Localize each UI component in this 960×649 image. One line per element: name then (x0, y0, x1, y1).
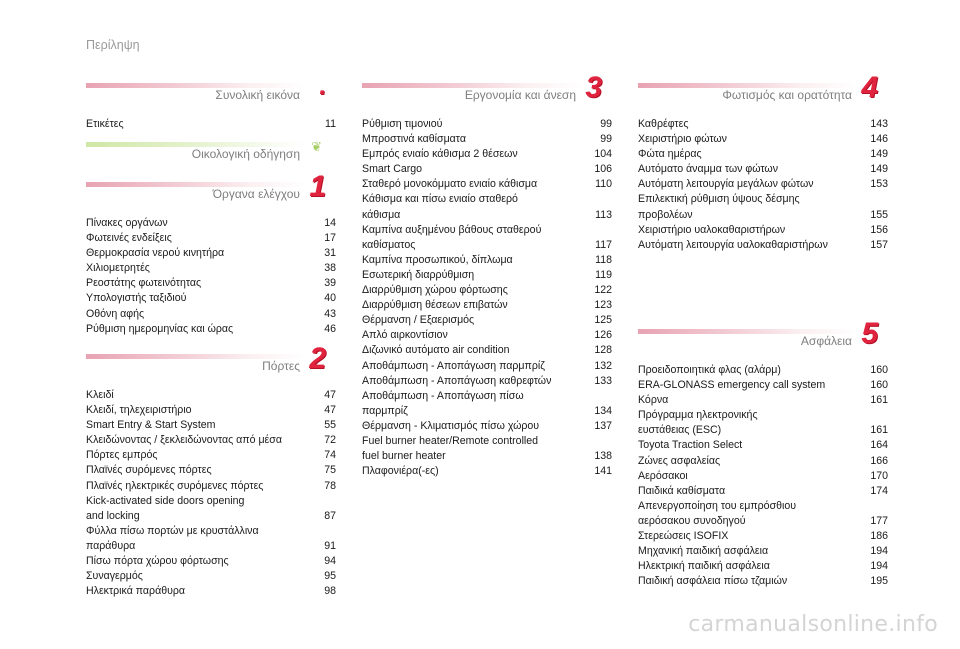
toc-entry-page: 117 (595, 238, 612, 251)
toc-entry-label: Επιλεκτική ρύθμιση ύψους δέσμης προβολέων (638, 193, 800, 221)
toc-entry[interactable] (362, 147, 612, 162)
toc-entry-page: 143 (870, 118, 888, 130)
section-number: 3 (585, 71, 602, 104)
toc-entry-page: 126 (594, 329, 612, 342)
section-title: Όργανα ελέγχου (212, 187, 300, 201)
toc-entry[interactable] (86, 554, 336, 569)
toc-entry[interactable] (86, 307, 336, 322)
section-doors (86, 342, 336, 599)
toc-entry[interactable] (362, 223, 612, 253)
toc-entry-label: Χειριστήριο φώτων (638, 133, 727, 146)
watermark: carmanualsonline.info (688, 612, 938, 637)
toc-entry-page: 122 (594, 284, 612, 297)
toc-entry-page: 11 (325, 118, 336, 130)
toc-entry[interactable] (86, 246, 336, 261)
toc-entry-label: Υπολογιστής ταξιδιού (86, 292, 187, 305)
toc-entry-label: Στερεώσεις ISOFIX (638, 530, 729, 543)
toc-entry-page: 40 (324, 292, 336, 305)
toc-entry-label: Χειριστήριο υαλοκαθαριστήρων (638, 223, 786, 236)
toc-entry-page: 98 (324, 585, 336, 598)
toc-entry[interactable] (362, 268, 612, 283)
toc-entry[interactable] (638, 363, 888, 378)
section-title: Εργονομία και άνεση (464, 88, 576, 102)
toc-entry-page: 186 (870, 530, 888, 543)
toc-entry-label: Θέρμανση - Κλιματισμός πίσω χώρου (362, 419, 540, 432)
leaf-icon: ❦ (311, 139, 322, 154)
toc-entry-page: 123 (594, 299, 612, 312)
toc-entry[interactable] (86, 463, 336, 478)
toc-entry[interactable] (362, 419, 612, 434)
toc-entry-label: Κλειδώνοντας / ξεκλειδώνοντας από μέσα (86, 434, 282, 447)
toc-entry-page: 134 (594, 404, 612, 417)
toc-entry-page: 177 (870, 514, 888, 527)
toc-entry-label: Χιλιομετρητές (86, 262, 150, 275)
toc-entry-label: Συναγερμός (86, 570, 143, 583)
toc-entry[interactable] (638, 223, 888, 238)
toc-entry-label: Φώτα ημέρας (638, 148, 702, 161)
toc-entry[interactable] (86, 117, 336, 132)
toc-entry[interactable] (362, 253, 612, 268)
toc-entry-page: 47 (324, 389, 336, 401)
toc-entry-page: 113 (595, 208, 612, 221)
toc-entry[interactable] (362, 389, 612, 419)
toc-entry-label: Παιδική ασφάλεια πίσω τζαμιών (638, 575, 788, 588)
section-number: 2 (309, 342, 326, 375)
toc-entry[interactable] (638, 117, 888, 132)
toc-entry-label: Διαρρύθμιση θέσεων επιβατών (362, 299, 508, 312)
toc-entry-label: Ρύθμιση τιμονιού (362, 118, 443, 130)
toc-entry[interactable] (86, 261, 336, 276)
toc-entry-page: 160 (870, 379, 888, 392)
toc-entry[interactable] (86, 584, 336, 599)
toc-entry-page: 155 (870, 208, 888, 221)
toc-entry[interactable] (86, 494, 336, 524)
toc-entry-page: 14 (324, 217, 336, 229)
toc-entry-label: Fuel burner heater/Remote controlled fuel burner heater (362, 434, 539, 463)
toc-entry[interactable] (362, 434, 612, 464)
toc-entry-label: Απλό αιρκοντίσιον (362, 329, 448, 342)
toc-entry-label: Παιδικά καθίσματα (638, 484, 726, 497)
toc-entry-page: 194 (870, 560, 888, 573)
section-number: 1 (309, 170, 326, 203)
toc-entry-page: 47 (324, 404, 336, 417)
toc-entry-page: 72 (324, 434, 336, 447)
toc-entry-label: Φύλλα πίσω πορτών με κρυστάλλινα παράθυρα (86, 524, 259, 552)
toc-entry-page: 137 (594, 419, 612, 432)
section-title: Οικολογική οδήγηση (191, 147, 300, 161)
toc-entry-page: 119 (595, 268, 612, 281)
toc-entry-label: Μηχανική παιδική ασφάλεια (638, 545, 769, 558)
section-title: Ασφάλεια (800, 334, 852, 348)
toc-entry-page: 141 (594, 465, 612, 478)
section-number: 5 (861, 317, 878, 350)
toc-entry-label: Κλειδί (86, 389, 114, 401)
toc-entry-page: 194 (870, 545, 888, 558)
toc-entry-label: Πλαφονιέρα(-ες) (362, 465, 439, 478)
toc-entry-page: 106 (594, 163, 612, 176)
toc-entry-label: Απενεργοποίηση του εμπρόσθιου αερόσακου συνοδηγού (638, 499, 797, 527)
toc-entry[interactable] (638, 484, 888, 499)
toc-entry-page: 160 (870, 364, 888, 376)
toc-entry[interactable] (638, 454, 888, 469)
toc-entry-label: Αερόσακοι (638, 469, 688, 482)
toc-entry-page: 55 (324, 419, 336, 432)
toc-entry-page: 43 (324, 307, 336, 320)
toc-entry-label: Μπροστινά καθίσματα (362, 133, 466, 146)
toc-entry-label: Σταθερό μονοκόμματο ενιαίο κάθισμα (362, 178, 538, 191)
toc-entry-page: 39 (324, 277, 336, 290)
toc-entry[interactable] (86, 433, 336, 448)
toc-entry[interactable] (86, 231, 336, 246)
toc-entry-page: 146 (870, 133, 888, 146)
toc-entry-label: Αυτόματο άναμμα των φώτων (638, 163, 778, 176)
toc-entry-page: 132 (594, 359, 612, 372)
section-lighting (638, 71, 888, 253)
toc-entry[interactable] (638, 132, 888, 147)
toc-entry-label: Ζώνες ασφαλείας (638, 454, 721, 467)
toc-entry-label: Αυτόματη λειτουργία μεγάλων φώτων (638, 178, 814, 191)
toc-entry[interactable] (638, 378, 888, 393)
toc-entry[interactable] (86, 479, 336, 494)
toc-entry[interactable] (638, 238, 888, 253)
toc-entry[interactable] (362, 132, 612, 147)
toc-entry-label: Κόρνα (638, 394, 669, 407)
toc-entry[interactable] (638, 177, 888, 192)
toc-entry[interactable] (638, 192, 888, 222)
toc-entry-page: 174 (870, 484, 888, 497)
toc-entry[interactable] (638, 393, 888, 408)
toc-entry[interactable] (638, 499, 888, 529)
section-number: 4 (861, 71, 878, 104)
toc-entry[interactable] (362, 464, 612, 479)
toc-entry-label: Αποθάμπωση - Αποπάγωση πίσω παρμπρίζ (362, 389, 524, 417)
toc-entry[interactable] (86, 569, 336, 584)
toc-entry[interactable] (86, 448, 336, 463)
toc-entry-page: 110 (595, 178, 612, 191)
toc-entry-page: 91 (324, 539, 336, 552)
toc-entry-page: 195 (870, 575, 888, 588)
toc-entry-label: Smart Cargo (362, 163, 423, 176)
toc-entry[interactable] (86, 291, 336, 306)
section-title: Πόρτες (262, 359, 300, 373)
toc-entry-label: Θερμοκρασία νερού κινητήρα (86, 247, 225, 260)
toc-entry[interactable] (362, 343, 612, 358)
toc-entry[interactable] (638, 147, 888, 162)
toc-entry-label: Kick-activated side doors opening and locking (86, 494, 245, 522)
section-ergonomics (362, 71, 612, 479)
section-safety (638, 317, 888, 589)
toc-entry-label: Πρόγραμμα ηλεκτρονικής ευστάθειας (ESC) (638, 409, 758, 437)
toc-entry-label: ERA-GLONASS emergency call system (638, 379, 826, 392)
toc-entry-page: 125 (594, 314, 612, 327)
section-title: Φωτισμός και ορατότητα (722, 88, 852, 102)
section-number: . (319, 73, 326, 100)
toc-entry-page: 94 (324, 555, 336, 568)
toc-entry-label: Πλαϊνές συρόμενες πόρτες (86, 464, 212, 477)
toc-entry[interactable] (86, 388, 336, 403)
toc-entry-page: 87 (324, 509, 336, 522)
toc-entry[interactable] (638, 438, 888, 453)
toc-entry[interactable] (362, 117, 612, 132)
toc-entry[interactable] (638, 529, 888, 544)
toc-entry-label: Εμπρός ενιαίο κάθισμα 2 θέσεων (362, 148, 518, 161)
toc-entry-label: Ετικέτες (86, 118, 124, 130)
toc-entry-page: 156 (870, 223, 888, 236)
toc-entry[interactable] (86, 403, 336, 418)
toc-entry-page: 38 (324, 262, 336, 275)
toc-entry-page: 149 (870, 163, 888, 176)
toc-entry-label: Οθόνη αφής (86, 307, 145, 320)
toc-entry[interactable] (638, 559, 888, 574)
toc-entry-page: 118 (595, 253, 612, 266)
toc-entry-label: Ρεοστάτης φωτεινότητας (86, 277, 202, 290)
toc-entry[interactable] (362, 192, 612, 222)
toc-entry-label: Φωτεινές ενδείξεις (86, 232, 172, 245)
toc-entry[interactable] (362, 298, 612, 313)
toc-entry-page: 17 (324, 232, 336, 245)
section-eco-driving (86, 138, 336, 176)
toc-entry[interactable] (638, 162, 888, 177)
toc-entry-label: Καθρέφτες (638, 118, 689, 130)
toc-entry[interactable] (638, 544, 888, 559)
toc-entry-label: Διαρρύθμιση χώρου φόρτωσης (362, 284, 508, 297)
toc-entry[interactable] (362, 328, 612, 343)
section-instruments (86, 170, 336, 337)
toc-entry-label: Διζωνικό αυτόματο air condition (362, 344, 510, 357)
toc-entry[interactable] (362, 359, 612, 374)
page-title: Περίληψη (86, 38, 140, 52)
toc-entry-label: Αυτόματη λειτουργία υαλοκαθαριστήρων (638, 238, 828, 251)
toc-entry-label: Αποθάμπωση - Αποπάγωση καθρεφτών (362, 374, 552, 387)
toc-entry[interactable] (362, 162, 612, 177)
toc-entry-page: 99 (600, 118, 612, 130)
toc-entry-label: Πλαϊνές ηλεκτρικές συρόμενες πόρτες (86, 479, 264, 492)
toc-entry-page: 164 (870, 439, 888, 452)
toc-entry-page: 170 (870, 469, 888, 482)
toc-entry-page: 133 (594, 374, 612, 387)
toc-entry-label: Κάθισμα και πίσω ενιαίο σταθερό κάθισμα (362, 193, 518, 221)
toc-entry-label: Καμπίνα προσωπικού, δίπλωμα (362, 253, 513, 266)
toc-entry-label: Αποθάμπωση - Αποπάγωση παρμπρίζ (362, 359, 545, 372)
toc-entry-label: Toyota Traction Select (638, 439, 743, 452)
toc-entry-label: Καμπίνα αυξημένου βάθους σταθερού καθίσματος (362, 223, 542, 251)
toc-entry-page: 161 (870, 394, 888, 407)
toc-entry[interactable] (362, 374, 612, 389)
section-overview (86, 73, 336, 132)
toc-entry-label: Ηλεκτρική παιδική ασφάλεια (638, 560, 770, 573)
toc-entry-page: 153 (870, 178, 888, 191)
toc-entry-page: 128 (594, 344, 612, 357)
toc-entry[interactable] (638, 574, 888, 589)
toc-entry[interactable] (362, 283, 612, 298)
toc-entry-page: 78 (324, 479, 336, 492)
toc-entry-page: 95 (324, 570, 336, 583)
toc-entry-page: 75 (324, 464, 336, 477)
toc-entry-page: 166 (870, 454, 888, 467)
toc-entry[interactable] (86, 322, 336, 337)
toc-entry[interactable] (86, 418, 336, 433)
toc-entry-page: 99 (600, 133, 612, 146)
toc-entry-page: 138 (594, 450, 612, 463)
toc-entry[interactable] (86, 216, 336, 231)
toc-entry-label: Κλειδί, τηλεχειριστήριο (86, 404, 192, 417)
toc-entry-label: Πόρτες εμπρός (86, 449, 158, 462)
toc-entry[interactable] (362, 177, 612, 192)
toc-entry-page: 46 (324, 322, 336, 335)
toc-entry-page: 161 (870, 424, 888, 437)
toc-entry-page: 74 (324, 449, 336, 462)
toc-entry-label: Πίνακες οργάνων (86, 217, 168, 229)
section-title: Συνολική εικόνα (215, 88, 300, 102)
toc-entry-page: 149 (870, 148, 888, 161)
toc-entry[interactable] (362, 313, 612, 328)
toc-entry[interactable] (638, 469, 888, 484)
toc-entry-page: 31 (324, 247, 336, 260)
toc-entry-label: Smart Entry & Start System (86, 419, 216, 432)
toc-entry-page: 157 (870, 238, 888, 251)
toc-entry[interactable] (638, 408, 888, 438)
toc-entry-label: Ηλεκτρικά παράθυρα (86, 585, 186, 598)
toc-entry-label: Προειδοποιητικά φλας (αλάρμ) (638, 364, 781, 376)
toc-entry-label: Ρύθμιση ημερομηνίας και ώρας (86, 322, 234, 335)
toc-entry-label: Πίσω πόρτα χώρου φόρτωσης (86, 555, 229, 568)
toc-entry-label: Εσωτερική διαρρύθμιση (362, 268, 475, 281)
toc-entry-label: Θέρμανση / Εξαερισμός (362, 314, 475, 327)
toc-entry[interactable] (86, 276, 336, 291)
toc-entry[interactable] (86, 524, 336, 554)
toc-entry-page: 104 (594, 148, 612, 161)
